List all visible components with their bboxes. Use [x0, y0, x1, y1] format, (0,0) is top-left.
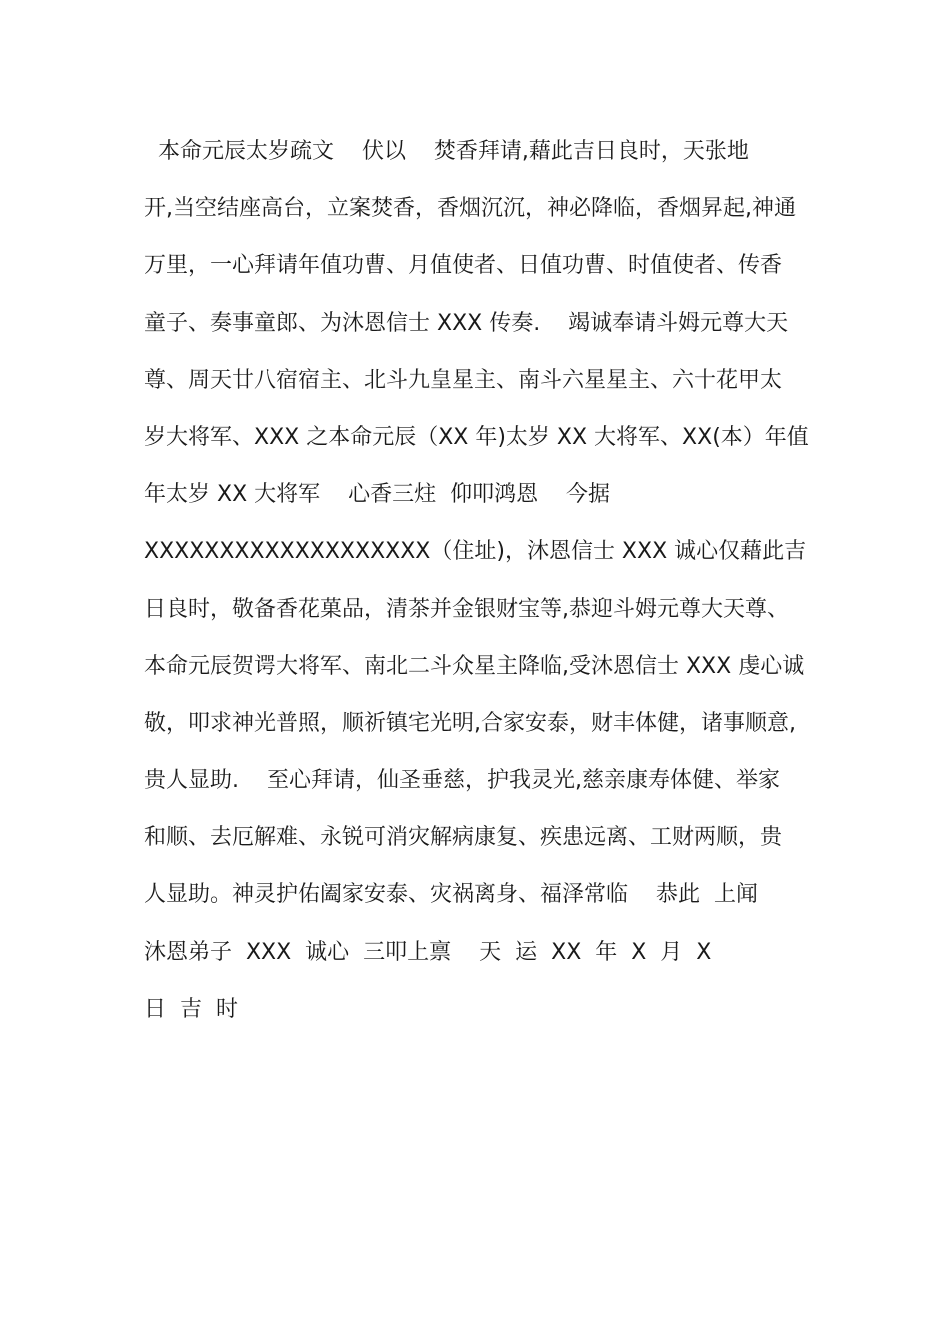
text-line-3: 万里，一心拜请年值功曹、月值使者、日值功曹、时值使者、传香 [144, 253, 783, 279]
text-line-7: 年太岁 XX 大将军 心香三炷 仰叩鸿恩 今据 [144, 482, 611, 508]
text-line-2: 开,当空结座高台，立案焚香，香烟沉沉，神必降临，香烟昇起,神通 [144, 196, 796, 222]
text-line-13: 和顺、去厄解难、永锐可消灾解病康复、疾患远离、工财两顺，贵 [144, 825, 783, 851]
text-line-11: 敬，叩求神光普照，顺祈镇宅光明,合家安泰，财丰体健，诸事顺意, [144, 710, 796, 736]
text-line-15: 沐恩弟子 XXX 诚心 三叩上禀 天 运 XX 年 X 月 X [144, 939, 712, 965]
text-line-1: 本命元辰太岁疏文 伏以 焚香拜请,藉此吉日良时，天张地 [144, 139, 749, 164]
petition-text [144, 123, 808, 1038]
text-line-10: 本命元辰贺谔大将军、南北二斗众星主降临,受沐恩信士 XXX 虔心诚 [144, 653, 805, 679]
text-line-8: XXXXXXXXXXXXXXXXXXX（住址)，沐恩信士 XXX 诚心仅藉此吉 [144, 539, 807, 565]
text-line-6: 岁大将军、XXX 之本命元辰（XX 年)太岁 XX 大将军、XX(本）年值 [144, 424, 809, 450]
text-line-9: 日良时，敬备香花菓品，清茶并金银财宝等,恭迎斗姆元尊大天尊、 [144, 596, 789, 622]
text-line-5: 尊、周天廿八宿宿主、北斗九皇星主、南斗六星星主、六十花甲太 [144, 367, 783, 393]
text-line-4: 童子、奏事童郎、为沐恩信士 XXX 传奏. 竭诚奉请斗姆元尊大天 [144, 310, 789, 336]
text-line-16: 日 吉 时 [144, 996, 238, 1022]
text-line-14: 人显助。神灵护佑阖家安泰、灾祸离身、福泽常临 恭此 上闻 [144, 882, 758, 908]
text-line-12: 贵人显助. 至心拜请，仙圣垂慈，护我灵光,慈亲康寿体健、举家 [144, 768, 780, 794]
